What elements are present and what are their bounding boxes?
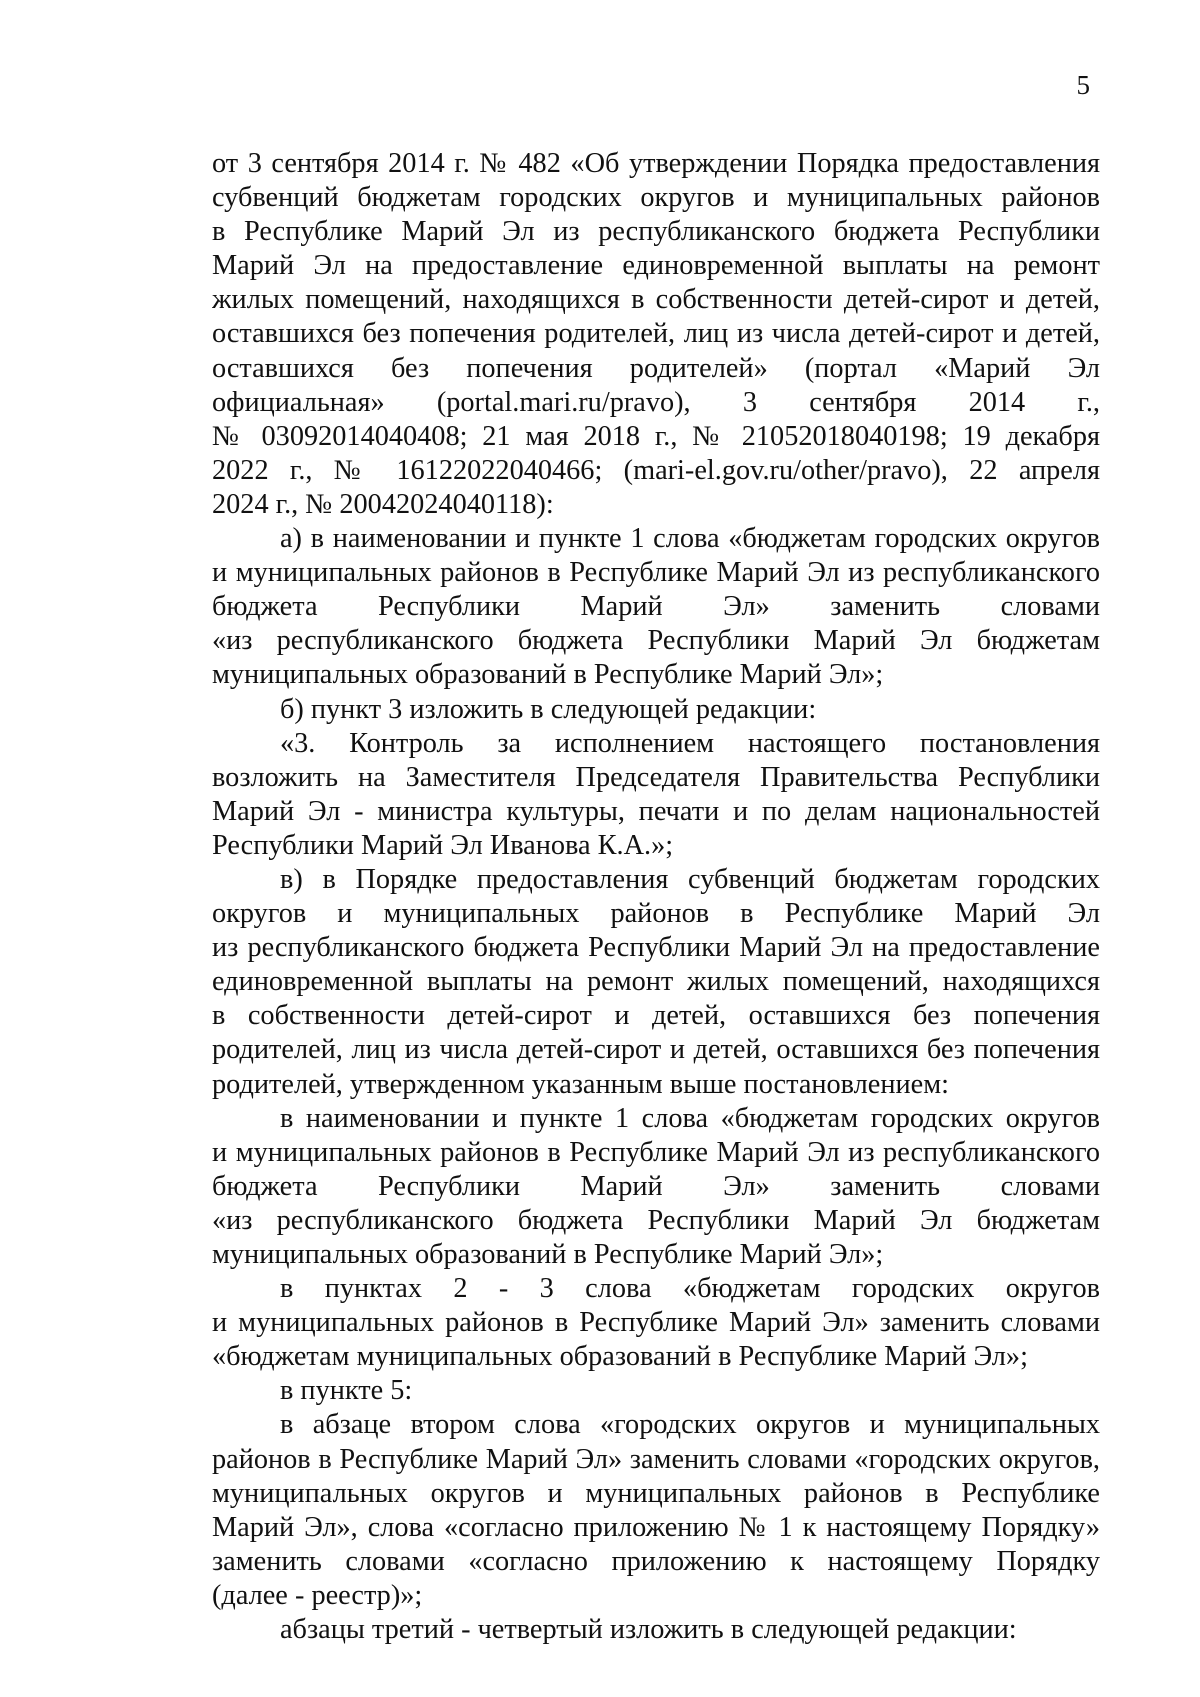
text-line: и муниципальных районов в Республике Марий Эл» заменить словами <box>212 1307 1100 1339</box>
text-line: родителей, лиц из числа детей-сирот и детей, оставшихся без попечения <box>212 1034 1100 1066</box>
text-line: оставшихся без попечения родителей» (портал «Марий Эл <box>212 352 1100 384</box>
text-line: Республики Марий Эл Иванова К.А.»; <box>212 829 674 861</box>
text-line: Марий Эл», слова «согласно приложению № 1 к настоящему Порядку» <box>212 1511 1100 1543</box>
text-line: муниципальных образований в Республике Марий Эл»; <box>212 1239 884 1270</box>
text-line: бюджета Республики Марий Эл» заменить словами <box>212 1170 1100 1202</box>
text-line: бюджета Республики Марий Эл» заменить словами <box>212 591 1100 623</box>
text-line: муниципальных образований в Республике Марий Эл»; <box>212 659 884 691</box>
text-line: из республиканского бюджета Республики Марий Эл на предоставление <box>212 932 1100 964</box>
text-line: Марий Эл на предоставление единовременной выплаты на ремонт <box>212 250 1100 282</box>
text-line: а) в наименовании и пункте 1 слова «бюджетам городских округов <box>280 523 1100 555</box>
text-line: «3. Контроль за исполнением настоящего постановления <box>280 727 1100 759</box>
text-line: 2022 г., № 16122022040466; (mari-el.gov.ru/other/pravo), 22 апреля <box>212 454 1100 486</box>
text-line: родителей, утвержденном указанным выше постановлением: <box>212 1068 949 1100</box>
text-line: в) в Порядке предоставления субвенций бюджетам городских <box>280 863 1100 895</box>
text-line: (далее - реестр)»; <box>212 1579 423 1611</box>
text-line: б) пункт 3 изложить в следующей редакции: <box>280 693 817 725</box>
text-line: абзацы третий - четвертый изложить в следующей редакции: <box>280 1614 1017 1646</box>
text-line: № 03092014040408; 21 мая 2018 г., № 21052018040198; 19 декабря <box>212 420 1100 452</box>
text-line: в Республике Марий Эл из республиканского бюджета Республики <box>212 216 1100 248</box>
text-line: от 3 сентября 2014 г. № 482 «Об утверждении Порядка предоставления <box>212 148 1100 179</box>
text-line: заменить словами «согласно приложению к настоящему Порядку <box>212 1545 1100 1577</box>
text-line: «из республиканского бюджета Республики Марий Эл бюджетам <box>212 1204 1100 1236</box>
text-line: «из республиканского бюджета Республики Марий Эл бюджетам <box>212 625 1100 657</box>
text-line: в пунктах 2 - 3 слова «бюджетам городских округов <box>280 1273 1100 1305</box>
text-line: оставшихся без попечения родителей, лиц из числа детей-сирот и детей, <box>212 318 1100 350</box>
document-body <box>212 147 1100 1647</box>
page-number: 5 <box>1076 70 1090 100</box>
text-line: в абзаце втором слова «городских округов и муниципальных <box>280 1409 1100 1441</box>
text-line: 2024 г., № 20042024040118): <box>212 488 554 520</box>
text-line: «бюджетам муниципальных образований в Республике Марий Эл»; <box>212 1341 1028 1373</box>
text-line: округов и муниципальных районов в Республике Марий Эл <box>212 898 1100 930</box>
text-line: и муниципальных районов в Республике Марий Эл из республиканского <box>212 1136 1100 1168</box>
text-line: возложить на Заместителя Председателя Правительства Республики <box>212 761 1100 793</box>
text-line: муниципальных округов и муниципальных районов в Республике <box>212 1477 1100 1509</box>
text-line: субвенций бюджетам городских округов и муниципальных районов <box>212 182 1100 214</box>
text-line: официальная» (portal.mari.ru/pravo), 3 сентября 2014 г., <box>212 386 1100 418</box>
text-line: жилых помещений, находящихся в собственности детей-сирот и детей, <box>212 284 1100 316</box>
text-line: единовременной выплаты на ремонт жилых помещений, находящихся <box>212 966 1100 998</box>
text-line: в пункте 5: <box>280 1375 413 1407</box>
text-line: в собственности детей-сирот и детей, оставшихся без попечения <box>212 1000 1100 1032</box>
text-line: Марий Эл - министра культуры, печати и по делам национальностей <box>212 795 1100 827</box>
text-line: и муниципальных районов в Республике Марий Эл из республиканского <box>212 557 1100 589</box>
text-line: в наименовании и пункте 1 слова «бюджетам городских округов <box>280 1102 1100 1134</box>
text-line: районов в Республике Марий Эл» заменить словами «городских округов, <box>212 1443 1100 1475</box>
